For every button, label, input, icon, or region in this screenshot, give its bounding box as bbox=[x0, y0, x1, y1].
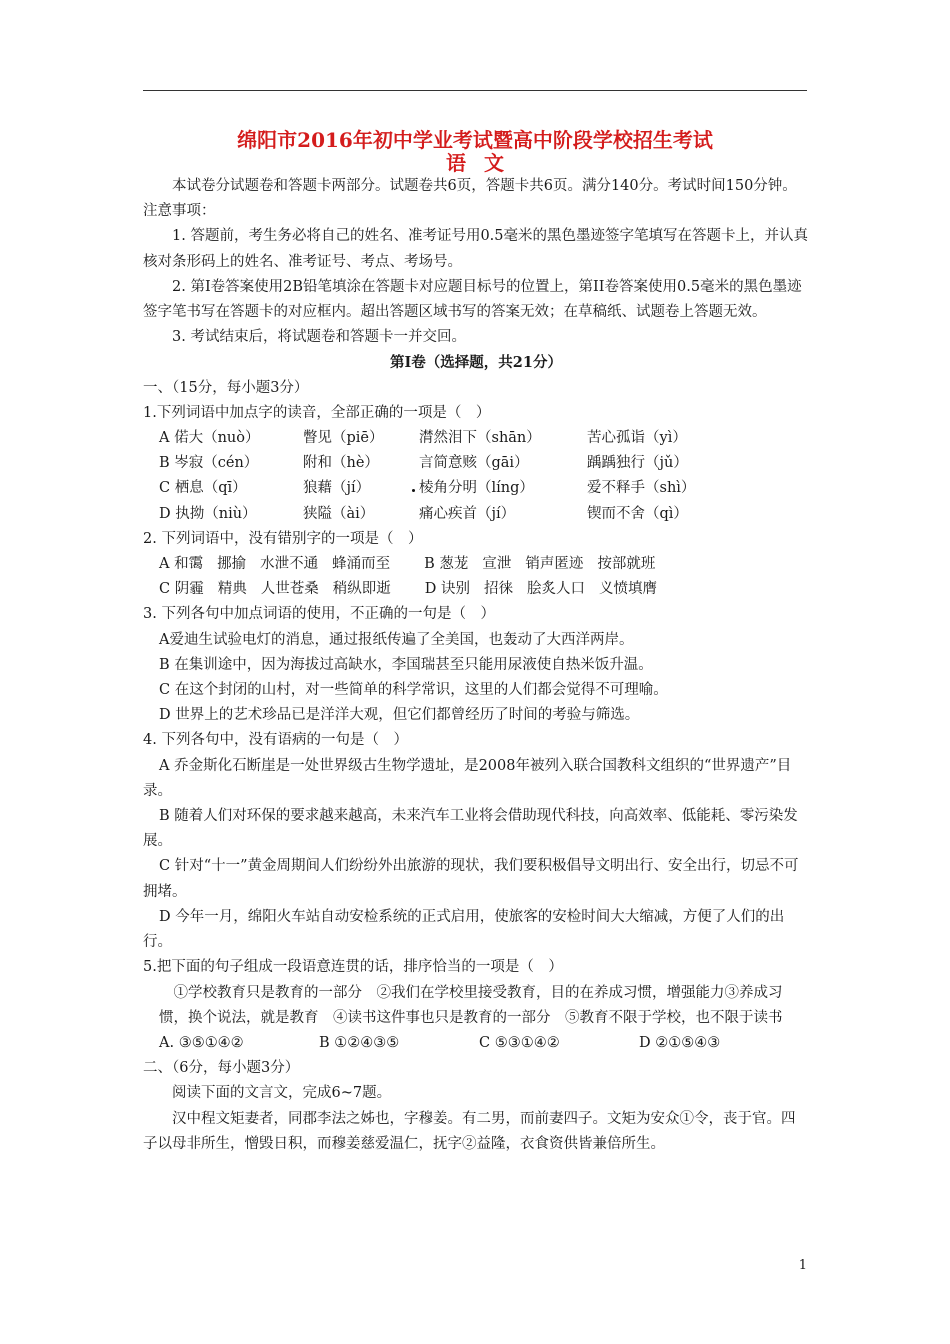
notice-item: 3. 考试结束后，将试题卷和答题卡一并交回。 bbox=[172, 329, 466, 346]
option-cell: 潸然泪下（shān） bbox=[419, 430, 541, 447]
option-cell: 附和（hè） bbox=[303, 455, 379, 472]
option-word: 宣泄 bbox=[482, 556, 512, 573]
question-stem: 3. 下列各句中加点词语的使用，不正确的一句是（ ） bbox=[143, 606, 495, 623]
notice-label: 注意事项： bbox=[143, 203, 216, 220]
part-header: 一、（15分，每小题3分） bbox=[143, 379, 309, 396]
option-cell: 踽踽独行（jǔ） bbox=[587, 455, 688, 472]
subject-title: 语文 bbox=[446, 151, 522, 175]
option-word: 挪揄 bbox=[217, 556, 247, 573]
option-cell: 爱不释手（shì） bbox=[587, 480, 696, 497]
option-cell: 狭隘（ài） bbox=[303, 505, 375, 522]
option-paragraph: B 随着人们对环保的要求越来越高，未来汽车工业将会借助现代科技，向高效率、低能耗、零污染发展。 bbox=[143, 808, 798, 850]
option-word: 脍炙人口 bbox=[526, 581, 585, 598]
option-cell: 痛心疾首（jí） bbox=[419, 505, 516, 522]
option-row bbox=[143, 502, 809, 527]
option-row bbox=[143, 552, 809, 577]
option-cell: 苦心孤诣（yì） bbox=[587, 430, 687, 447]
option-paragraph: A 乔金斯化石断崖是一处世界级古生物学遗址，是2008年被列入联合国教科文组织的“世界遗产”目录。 bbox=[143, 757, 792, 799]
option-line: D 世界上的艺术珍品已是洋洋大观，但它们都曾经历了时间的考验与筛选。 bbox=[159, 707, 640, 724]
option-row bbox=[143, 476, 809, 501]
option-cell: B 岑寂（cén） bbox=[159, 455, 259, 472]
option-word: 精典 bbox=[217, 581, 247, 598]
option-line: B 在集训途中，因为海拔过高缺水，李国瑞甚至只能用尿液使自热米饭升温。 bbox=[159, 656, 653, 673]
option-line: A爱迪生试验电灯的消息，通过报纸传遍了全美国，也轰动了大西洋两岸。 bbox=[159, 631, 634, 648]
section-title: 第Ⅰ卷（选择题，共21分） bbox=[390, 354, 562, 372]
classical-passage: 汉中程文矩妻者，同郡李法之姊也，字穆姜。有二男，而前妻四子。文矩为安众①令，丧于官。四子以母非所生，憎毁日积，而穆姜慈爱温仁，抚字②益隆，衣食资供皆兼倍所生。 bbox=[143, 1110, 796, 1152]
option-word: 义愤填膺 bbox=[598, 581, 657, 598]
option-cell: 瞥见（piē） bbox=[303, 430, 384, 447]
option-word: 招徕 bbox=[483, 581, 513, 598]
option-row bbox=[143, 577, 809, 602]
emphasis-dot bbox=[412, 489, 415, 492]
question-stem: 5.把下面的句子组成一段语意连贯的话，排序恰当的一项是（ ） bbox=[143, 959, 563, 976]
top-rule bbox=[143, 90, 807, 91]
option-word: 销声匿迹 bbox=[525, 556, 584, 573]
option-row bbox=[143, 1031, 809, 1056]
option-row bbox=[143, 451, 809, 476]
intro-text: 本试卷分试题卷和答题卡两部分。试题卷共6页，答题卡共6页。满分140分。考试时间150分钟。 bbox=[172, 178, 797, 194]
question-stem: 2. 下列词语中，没有错别字的一项是（ ） bbox=[143, 530, 423, 547]
question-stem: 1.下列词语中加点字的读音，全部正确的一项是（ ） bbox=[143, 404, 491, 421]
part-header: 二、（6分，每小题3分） bbox=[143, 1060, 300, 1077]
option-cell: C 栖息（qī） bbox=[159, 480, 247, 497]
option-word: C 阴霾 bbox=[159, 581, 204, 598]
option-word: D 诀别 bbox=[424, 581, 470, 598]
option-cell: 棱角分明（líng） bbox=[419, 480, 534, 497]
option-row bbox=[143, 426, 809, 451]
option-cell: D 执拗（niù） bbox=[159, 505, 257, 522]
option-cell: 狼藉（jí） bbox=[303, 480, 371, 497]
page-number: 1 bbox=[798, 1258, 807, 1273]
option-cell: A. ③⑤①④② bbox=[159, 1034, 244, 1051]
notice-item: 1. 答题前，考生务必将自己的姓名、准考证号用0.5毫米的黑色墨迹签字笔填写在答题卡上，并认真核对条形码上的姓名、准考证号、考点、考场号。 bbox=[143, 228, 808, 270]
option-word: A 和霭 bbox=[159, 556, 204, 573]
option-cell: C ⑤③①④② bbox=[479, 1034, 560, 1051]
option-paragraph: C 针对“十一”黄金周期间人们纷纷外出旅游的现状，我们要积极倡导文明出行、安全出行，切忌不可拥堵。 bbox=[143, 858, 799, 900]
exam-title: 绵阳市2016年初中学业考试暨高中阶段学校招生考试 bbox=[237, 128, 713, 152]
option-cell: 言简意赅（gāi） bbox=[419, 455, 529, 472]
option-cell: B ①②④③⑤ bbox=[319, 1034, 400, 1051]
sentence-block: ①学校教育只是教育的一部分 ②我们在学校里接受教育，目的在养成习惯，增强能力③养成习惯，换个说法，就是教育 ④读书这件事也只是教育的一部分 ⑤教育不限于学校，也不限于读书 bbox=[159, 984, 783, 1026]
option-word: B 葱茏 bbox=[424, 556, 469, 573]
option-word: 稍纵即逝 bbox=[332, 581, 391, 598]
option-word: 人世苍桑 bbox=[260, 581, 319, 598]
option-word: 蜂涌而至 bbox=[332, 556, 391, 573]
option-cell: D ②①⑤④③ bbox=[639, 1034, 721, 1051]
option-word: 水泄不通 bbox=[260, 556, 319, 573]
option-word: 按部就班 bbox=[597, 556, 656, 573]
option-cell: 锲而不舍（qì） bbox=[587, 505, 688, 522]
option-paragraph: D 今年一月，绵阳火车站自动安检系统的正式启用，使旅客的安检时间大大缩减，方便了人们的出行。 bbox=[143, 908, 785, 951]
option-line: C 在这个封闭的山村，对一些简单的科学常识，这里的人们都会觉得不可理喻。 bbox=[159, 682, 668, 699]
option-cell: A 偌大（nuò） bbox=[159, 430, 260, 447]
reading-instruction: 阅读下面的文言文，完成6~7题。 bbox=[172, 1085, 392, 1102]
notice-item: 2. 第Ⅰ卷答案使用2B铅笔填涂在答题卡对应题目标号的位置上，第II卷答案使用0.5毫米的黑色墨迹签字笔书写在答题卡的对应框内。超出答题区域书写的答案无效；在草稿纸、试题卷上答题无效。 bbox=[143, 278, 802, 321]
question-stem: 4. 下列各句中，没有语病的一句是（ ） bbox=[143, 732, 408, 749]
exam-body bbox=[143, 174, 809, 1157]
